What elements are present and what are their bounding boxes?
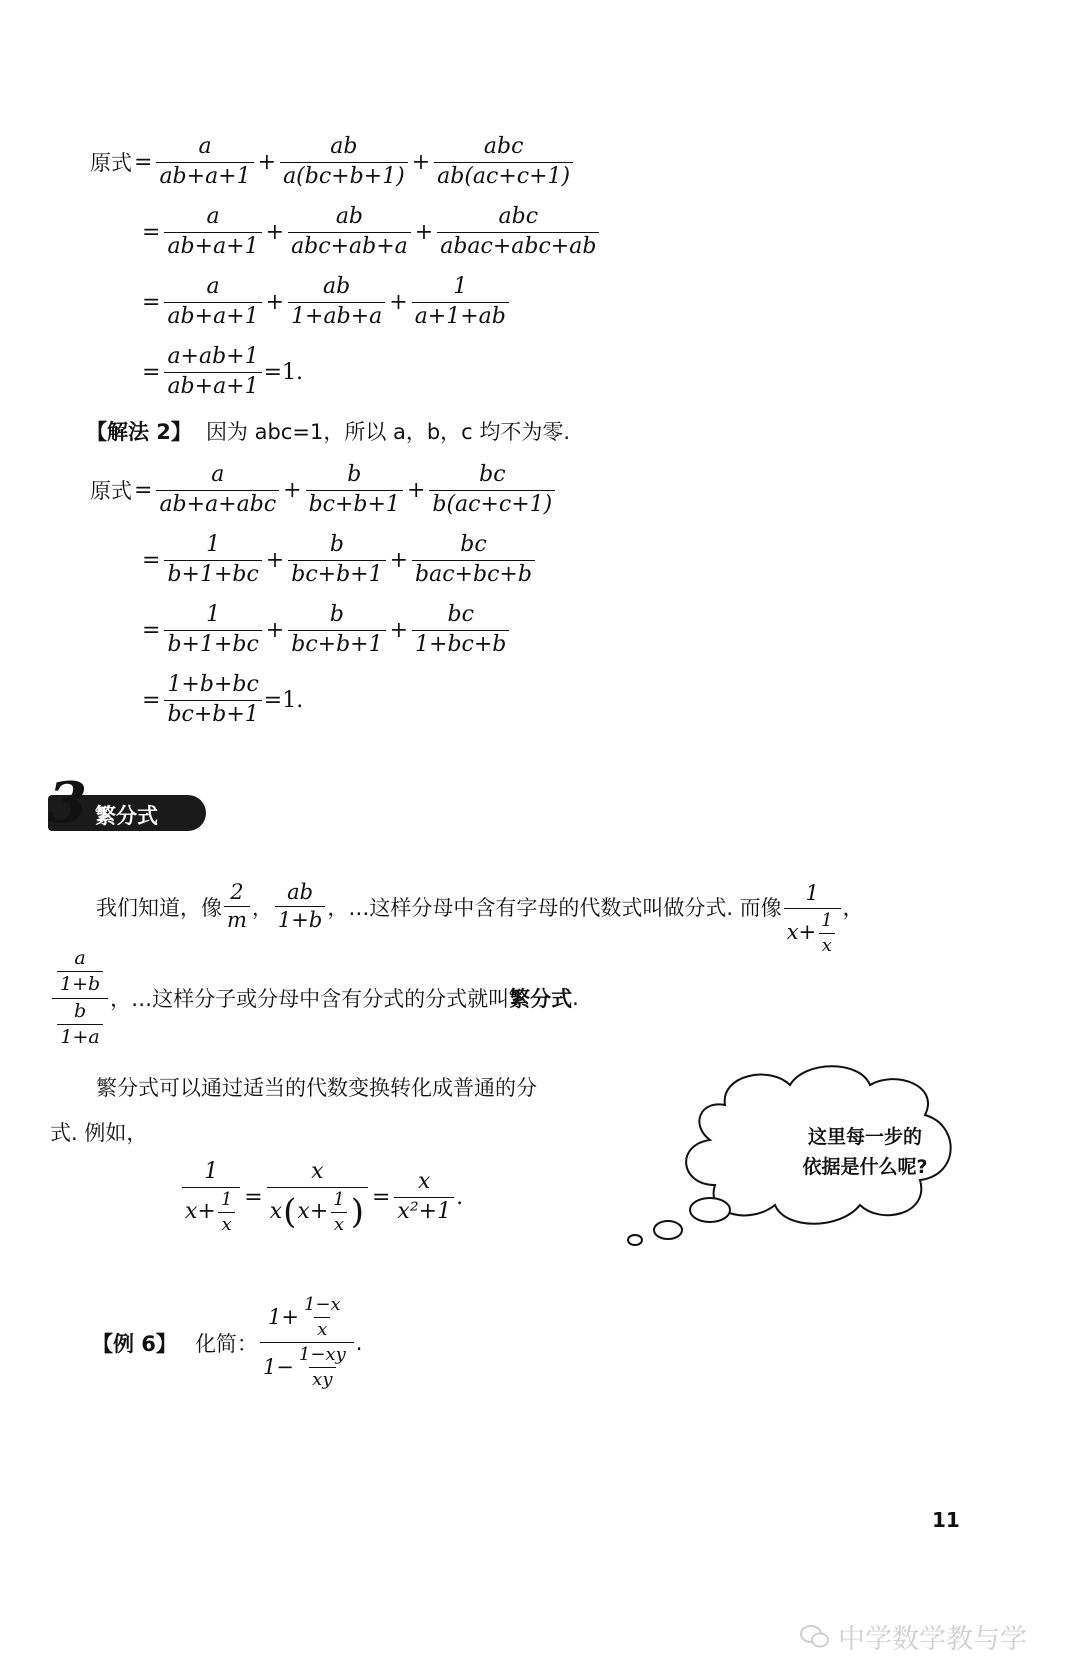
- denominator: bac+bc+b: [412, 560, 535, 588]
- denominator: ab+a+abc: [156, 490, 279, 518]
- fraction: [156, 463, 279, 517]
- result-text: =1.: [263, 687, 304, 713]
- fraction: [288, 603, 385, 657]
- numerator: 1: [453, 274, 468, 299]
- numerator: 1: [805, 881, 819, 905]
- denominator: [784, 908, 841, 956]
- term-bold: 繁分式: [509, 987, 573, 1012]
- page-number: 11: [932, 1508, 960, 1532]
- denominator: [52, 998, 107, 1049]
- numerator: [52, 948, 108, 998]
- fraction: [412, 275, 509, 329]
- text-run: 1−: [262, 1355, 294, 1380]
- fraction: [218, 1190, 235, 1235]
- numerator: b: [329, 532, 344, 557]
- fraction: [434, 135, 573, 189]
- denominator: x: [314, 1317, 330, 1340]
- lead-text: 原式: [90, 151, 132, 176]
- denominator: x: [331, 1212, 347, 1235]
- denominator: xy: [309, 1367, 335, 1390]
- fraction: [280, 135, 408, 189]
- sol1-line-1: 原式 = $\frac{a}{ab+a+1}$ + $\frac{ab}{a(bc+b+1)}$ + $\frac{\text{abc}}{ab(ac+c+1)}$: [90, 135, 575, 189]
- denominator: bc+b+1: [288, 630, 385, 658]
- text-run: x+: [297, 1198, 329, 1224]
- numerator: 1+b+bc: [167, 672, 259, 697]
- denominator: bc+b+1: [288, 560, 385, 588]
- fraction: [412, 603, 509, 657]
- example-6: [92, 1295, 362, 1391]
- fraction: [164, 205, 261, 259]
- numerator: ab: [287, 879, 314, 904]
- numerator: [265, 1295, 349, 1342]
- section-number: 3: [48, 770, 87, 836]
- text-run: ，…这样分子或分母中含有分式的分式就叫: [110, 987, 510, 1012]
- denominator: a(bc+b+1): [280, 162, 408, 190]
- denominator: ab+a+1: [164, 232, 261, 260]
- numerator: bc: [479, 462, 506, 487]
- solution-label: 【解法 2】: [86, 420, 192, 444]
- denominator: abc+ab+a: [288, 232, 411, 260]
- denominator: ab+a+1: [156, 162, 253, 190]
- fraction: [394, 1170, 454, 1224]
- numerator: abc: [483, 134, 524, 159]
- numerator: abc: [498, 204, 539, 229]
- result-text: =1.: [263, 359, 304, 385]
- bubble-text: [770, 1122, 960, 1182]
- fraction: [164, 673, 261, 727]
- example-label: 【例 6】: [92, 1331, 177, 1356]
- sol2-header-line: [86, 416, 570, 446]
- solution-intro: 因为 abc=1，所以 a，b，c 均不为零.: [205, 420, 571, 444]
- fraction: [224, 881, 250, 933]
- fraction: [429, 463, 555, 517]
- bubble-line: 依据是什么呢?: [802, 1156, 928, 1178]
- numerator: a: [211, 462, 225, 487]
- text-run: .: [355, 1330, 363, 1355]
- numerator: 1: [204, 1159, 219, 1184]
- sol1-line-3: = $\frac{a}{ab+a+1}$ + $\frac{ab}{1+ab+a}$ + $\frac{1}{a+1+ab}$: [140, 275, 511, 329]
- fraction: [818, 911, 835, 956]
- complex-fraction: [267, 1160, 368, 1235]
- text-run: x+: [185, 1198, 216, 1224]
- denominator: ab(ac+c+1): [434, 162, 573, 190]
- text-run: 1+: [268, 1304, 299, 1329]
- paragraph-1: [96, 858, 864, 956]
- numerator: a+ab+1: [167, 344, 259, 369]
- denominator: b+1+bc: [164, 560, 261, 588]
- numerator: x: [418, 1169, 431, 1195]
- numerator: ab: [335, 204, 364, 229]
- numerator: b: [73, 999, 87, 1022]
- numerator: a: [206, 204, 220, 229]
- denominator: 1+b: [57, 971, 103, 995]
- denominator: [260, 1342, 354, 1390]
- numerator: a: [206, 274, 220, 299]
- text-run: ，: [842, 895, 864, 920]
- sol2-line-1: 原式 = $\frac{a}{\text{ab+a+abc}}$ + $\frac{b}{bc+b+1}$ + $\frac{bc}{b(ac+c+1)}$: [90, 463, 557, 517]
- numerator: 1−x: [303, 1294, 341, 1315]
- numerator: 1: [206, 532, 221, 557]
- denominator: 1+ab+a: [288, 302, 385, 330]
- numerator: 1−xy: [298, 1344, 346, 1366]
- paragraph-3-line-2: 式. 例如，: [50, 1121, 148, 1145]
- fraction: [275, 881, 325, 933]
- denominator: [182, 1187, 240, 1235]
- denominator: 1+a: [57, 1024, 102, 1048]
- fraction: [288, 275, 385, 329]
- denominator: b(ac+c+1): [429, 490, 555, 518]
- numerator: bc: [447, 602, 474, 627]
- fraction: [164, 533, 261, 587]
- section-title: 繁分式: [95, 804, 158, 828]
- fraction: [57, 1001, 102, 1049]
- fraction: [301, 1295, 344, 1340]
- denominator: 1+b: [275, 906, 325, 933]
- denominator: x²+1: [394, 1197, 454, 1225]
- fraction: [164, 275, 261, 329]
- numerator: ab: [330, 134, 358, 159]
- numerator: ab: [323, 274, 351, 299]
- paragraph-2: [50, 948, 579, 1048]
- numerator: 2: [230, 879, 244, 904]
- fraction: [296, 1345, 349, 1390]
- complex-fraction: [52, 948, 108, 1048]
- text-run: .: [456, 1184, 464, 1210]
- numerator: a: [198, 134, 212, 159]
- sol2-line-2: = $\frac{1}{b+1+bc}$ + $\frac{b}{bc+b+1}$ + $\frac{bc}{\text{bac+bc+b}}$: [140, 533, 537, 587]
- denominator: abac+abc+ab: [437, 232, 599, 260]
- sol1-line-2: = $\frac{a}{ab+a+1}$ + $\frac{ab}{\text{abc+ab+a}}$ + $\frac{\text{abc}}{\text{abac+abc+ab}}$: [140, 205, 601, 259]
- text-run: ，…这样分母中含有字母的代数式叫做分式. 而像: [327, 895, 782, 920]
- text-run: .: [572, 986, 579, 1011]
- numerator: b: [329, 602, 344, 627]
- text-run: x+: [786, 920, 817, 945]
- denominator: x: [819, 933, 835, 956]
- fraction: [437, 205, 599, 259]
- numerator: b: [347, 462, 362, 487]
- fraction: [288, 205, 411, 259]
- lead-text: 原式: [90, 479, 132, 504]
- denominator: bc+b+1: [306, 490, 403, 518]
- fraction: [164, 603, 261, 657]
- fraction: [330, 1190, 347, 1235]
- example-equation: 1 x+ $\frac{1}{x}$ = x x ( x+ $\frac{1}{x}$ ) = $\frac{x}{\text{x²+1}}$ .: [180, 1160, 463, 1235]
- fraction: [306, 463, 403, 517]
- numerator: 1: [220, 1188, 233, 1210]
- complex-fraction: [182, 1160, 240, 1235]
- denominator: b+1+bc: [164, 630, 261, 658]
- denominator: ab+a+1: [164, 302, 261, 330]
- denominator: m: [224, 906, 250, 933]
- fraction: [156, 135, 253, 189]
- numerator: bc: [460, 532, 487, 557]
- bubble-line: 这里每一步的: [807, 1126, 922, 1148]
- numerator: 1: [333, 1188, 345, 1210]
- numerator: 1: [821, 909, 833, 931]
- denominator: x: [218, 1212, 234, 1235]
- fraction: [288, 533, 385, 587]
- text-run: ，: [251, 895, 273, 920]
- numerator: 1: [206, 602, 221, 627]
- fraction: [412, 533, 535, 587]
- numerator: x: [311, 1159, 324, 1184]
- sol2-line-3: = $\frac{1}{b+1+bc}$ + $\frac{b}{bc+b+1}$ + $\frac{bc}{1+bc+b}$: [140, 603, 511, 657]
- denominator: ab+a+1: [164, 372, 261, 400]
- fraction: [164, 345, 261, 399]
- complex-fraction: [784, 882, 841, 956]
- example-text: 化简：: [194, 1331, 258, 1356]
- numerator: a: [74, 947, 86, 969]
- sol2-line-4: = $\frac{1+b+bc}{bc+b+1}$ =1.: [142, 672, 304, 727]
- text-run: 我们知道，像: [96, 895, 222, 920]
- text-run: x: [269, 1198, 283, 1224]
- sol1-line-4: = $\frac{a+ab+1}{ab+a+1}$ =1.: [142, 344, 304, 399]
- paragraph-3-line-1: 繁分式可以通过适当的代数变换转化成普通的分: [96, 1076, 537, 1100]
- watermark-text: 中学数学教与学: [838, 1624, 1027, 1655]
- denominator: bc+b+1: [164, 700, 261, 728]
- fraction: [57, 948, 103, 996]
- denominator: a+1+ab: [412, 302, 509, 330]
- denominator: 1+bc+b: [412, 630, 509, 658]
- wechat-icon: [800, 1624, 830, 1650]
- complex-fraction: [260, 1295, 354, 1391]
- watermark: [800, 1617, 1027, 1656]
- denominator: x ( x+ $\frac{1}{x}$ ): [267, 1187, 368, 1235]
